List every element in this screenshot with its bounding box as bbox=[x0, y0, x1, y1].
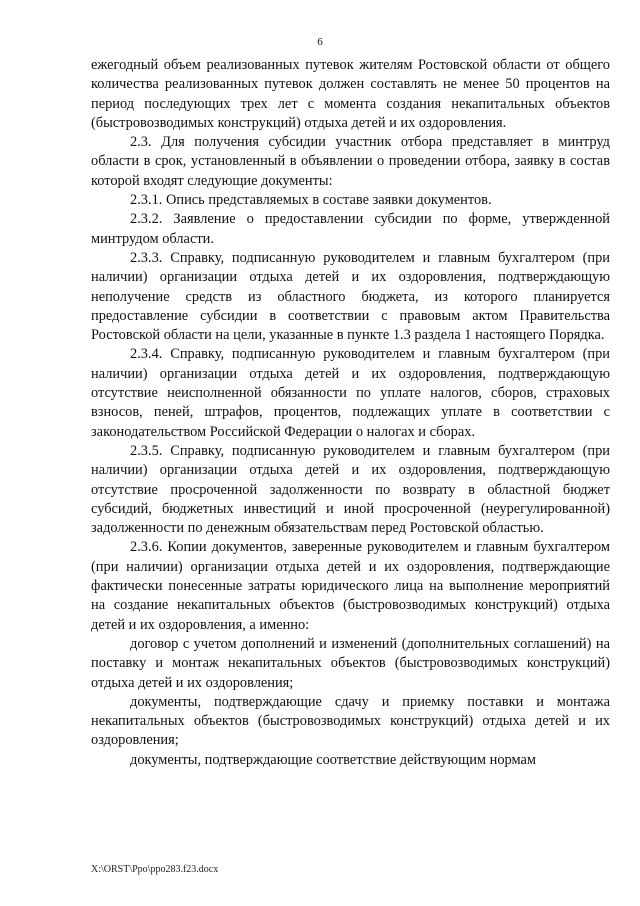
paragraph-compliance-docs: документы, подтверждающие соответствие действующим нормам bbox=[130, 751, 537, 768]
paragraph-2-3-2: 2.3.2. Заявление о предоставлении субсидии по форме, утвержденной минтрудом области. bbox=[91, 211, 610, 247]
paragraph-2-3-6: 2.3.6. Копии документов, заверенные руководителем и главным бухгалтером (при наличии) организации отдыха детей и их оздоровления, подтверждающие фактически понесенные затраты юридического лица на выполнение мероприятий на создание некапитальных объектов (быстровозводимых конструкций) отдыха детей и их оздоровления, а именно: bbox=[91, 539, 610, 633]
paragraph-2-3-1: 2.3.1. Опись представляемых в составе заявки документов. bbox=[130, 192, 492, 209]
paragraph-2-3: 2.3. Для получения субсидии участник отбора представляет в минтруд области в срок, установленный в объявлении о проведении отбора, заявку в состав которой входят следующие документы: bbox=[91, 134, 610, 189]
paragraph-2-3-3: 2.3.3. Справку, подписанную руководителем и главным бухгалтером (при наличии) организации отдыха детей и их оздоровления, подтверждающую неполучение средств из областного бюджета, из которого планируется предоставление субсидии в соответствии с правовым актом Правительства Ростовской области на цели, указанные в пункте 1.3 раздела 1 настоящего Порядка. bbox=[91, 249, 610, 344]
footer-file-path: X:\ORST\Ppo\ppo283.f23.docx bbox=[91, 864, 219, 875]
page-number: 6 bbox=[317, 36, 323, 48]
paragraph-contract: договор с учетом дополнений и изменений (дополнительных соглашений) на поставку и монтаж некапитальных объектов (быстровозводимых конструкций) отдыха детей и их оздоровления; bbox=[91, 635, 610, 691]
document-body bbox=[91, 56, 610, 770]
paragraph-acceptance-docs: документы, подтверждающие сдачу и приемку поставки и монтажа некапитальных объектов (быстровозводимых конструкций) отдыха детей и их оздоровления; bbox=[91, 693, 610, 749]
paragraph-continuation: ежегодный объем реализованных путевок жителям Ростовской области от общего количества реализованных путевок должен составлять не менее 50 процентов на период последующих трех лет с момента создания некапитальных объектов (быстровозводимых конструкций) отдыха детей и их оздоровления. bbox=[91, 57, 610, 131]
paragraph-2-3-4: 2.3.4. Справку, подписанную руководителем и главным бухгалтером (при наличии) организации отдыха детей и их оздоровления, подтверждающую отсутствие неисполненной обязанности по уплате налогов, сборов, страховых взносов, пеней, штрафов, процентов, подлежащих уплате в соответствии с законодательством Российской Федерации о налогах и сборах. bbox=[91, 346, 610, 440]
paragraph-2-3-5: 2.3.5. Справку, подписанную руководителем и главным бухгалтером (при наличии) организации отдыха детей и их оздоровления, подтверждающую отсутствие просроченной задолженности по возврату в областной бюджет субсидий, бюджетных инвестиций и иной просроченной (неурегулированной) задолженности по денежным обязательствам перед Ростовской областью. bbox=[91, 442, 610, 537]
